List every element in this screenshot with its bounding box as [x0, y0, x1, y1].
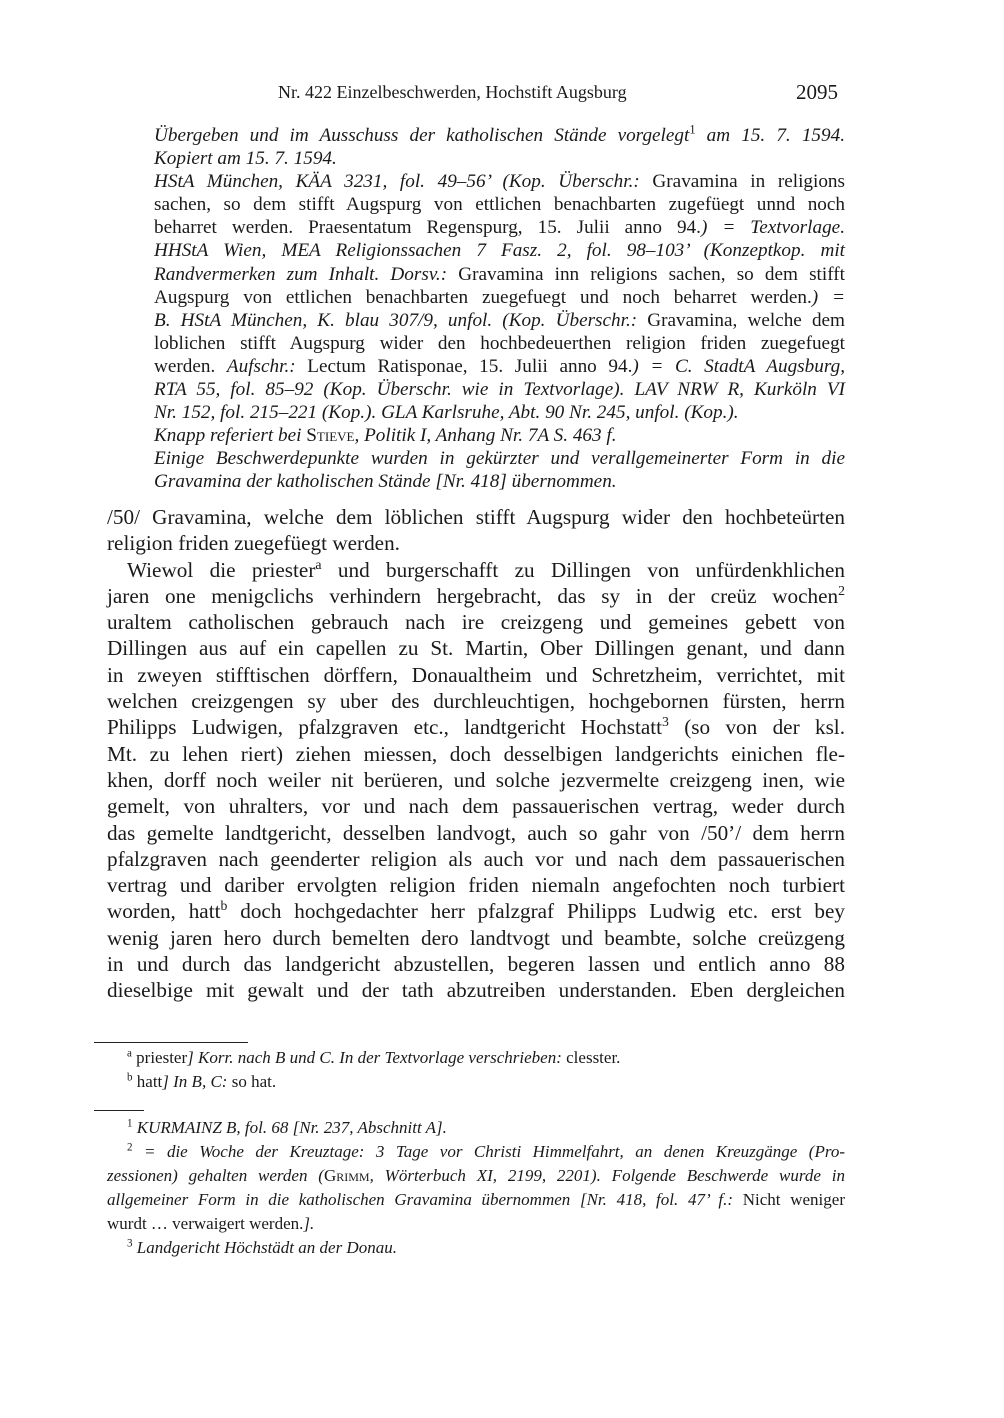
text-segment: , Politik I, Anhang Nr. 7A S. 463 f.: [354, 425, 617, 447]
text-line: [154, 124, 845, 147]
text-segment: Aufschr.:: [226, 355, 296, 377]
text-segment: Gravamina inn religions sachen, so dem stifft: [447, 263, 845, 285]
text-segment: Stieve: [306, 425, 355, 447]
text-segment: in zweyen stifftischen dörffern, Donaualtheim und Schretzheim, verrichtet, mit: [107, 662, 845, 687]
text-line: [154, 424, 845, 447]
text-line: [154, 355, 845, 378]
text-line: [154, 147, 845, 170]
text-line: [107, 767, 845, 793]
text-segment: Knapp referiert bei: [154, 425, 307, 447]
text-segment: wenig jaren hero durch bemelten dero landtvogt und beambte, solche creüzgeng: [107, 925, 845, 950]
text-segment: , Wörterbuch XI, 2199, 2201). Folgende Beschwerde wurde in: [369, 1166, 845, 1185]
text-segment: Mt. zu lehen riert) ziehen miessen, doch desselbigen landgerichts einichen fle-: [107, 741, 845, 766]
text-segment: Lectum Ratisponae, 15. Julii anno 94.: [295, 355, 633, 377]
text-segment: und burgerschafft zu Dillingen von unfürdenkhlichen: [321, 557, 845, 582]
text-line: [154, 216, 845, 239]
text-segment: religion friden zuegefüegt werden.: [107, 531, 400, 556]
text-line: [154, 286, 845, 309]
text-segment: Nr. 152, fol. 215–221 (Kop.). GLA Karlsruhe, Abt. 90 Nr. 245, unfol. (Kop.).: [154, 402, 739, 424]
text-line: [107, 714, 845, 740]
text-segment: Übergeben und im Ausschuss der katholischen Stände vorgelegt: [154, 125, 690, 146]
text-segment: ] Korr. nach B und C. In der Textvorlage verschrieben:: [187, 1048, 562, 1067]
text-line: [107, 951, 845, 977]
text-segment: clesster.: [561, 1048, 621, 1067]
note-marker: a: [315, 556, 322, 572]
footnote-divider: [94, 1042, 248, 1043]
text-segment: RTA 55, fol. 85–92 (Kop. Überschr. wie in Textvorlage). LAV NRW R, Kurköln VI: [154, 379, 845, 401]
text-line: [107, 793, 845, 819]
text-segment: Kopiert am 15. 7. 1594.: [154, 148, 337, 170]
text-segment: werden.: [154, 355, 227, 377]
text-line: [107, 557, 845, 583]
text-segment: Dillingen aus auf ein capellen zu St. Martin, Ober Dillingen genant, und dann: [107, 636, 845, 661]
text-segment: sachen, so dem stifft Augspurg von ettlichen benachbarten zugefüegt unnd noch: [154, 194, 845, 216]
text-segment: loblichen stifft Augspurg wider den hochbedeuerthen religion friden zuegefuegt: [154, 332, 845, 354]
text-line: [107, 530, 845, 556]
text-line: [154, 193, 845, 216]
main-text: [107, 504, 845, 1004]
text-line: [154, 309, 845, 332]
text-line: [107, 820, 845, 846]
text-segment: dieselbige mit gewalt und der tath abzutreiben understanden. Eben dergleichen: [107, 978, 845, 1003]
text-line: [107, 898, 845, 924]
note-marker: b: [220, 898, 228, 914]
note-marker: 1: [127, 1117, 133, 1130]
text-line: [107, 1236, 845, 1260]
text-line: [107, 872, 845, 898]
text-segment: Grimm: [323, 1166, 370, 1185]
text-line: [107, 688, 845, 714]
text-segment: Gravamina in religions: [639, 171, 845, 193]
text-segment: Gravamina, welche dem: [637, 309, 845, 331]
text-segment: pfalzgraven nach geenderter religion als auch vor und nach dem passauerischen: [107, 846, 845, 871]
text-segment: doch hochgedachter herr pfalzgraf Philipps Ludwig etc. erst bey: [227, 899, 845, 924]
text-line: [154, 170, 845, 193]
text-segment: Wiewol die priester: [127, 557, 316, 582]
text-segment: so hat.: [227, 1072, 277, 1091]
text-segment: ) = C. StadtA Augsburg,: [632, 355, 845, 377]
text-segment: am 15. 7. 1594.: [695, 125, 845, 146]
text-line: [107, 635, 845, 661]
note-marker: 3: [662, 714, 669, 730]
text-line: [154, 447, 845, 470]
text-segment: welchen creizgengen sy uber des durchleuchtigen, hochgebornen fürsten, herrn: [107, 689, 845, 714]
note-marker: 2: [127, 1141, 133, 1154]
editorial-introduction: [154, 124, 845, 494]
text-line: [107, 1070, 845, 1094]
text-line: [154, 470, 845, 493]
note-marker: a: [127, 1047, 132, 1060]
text-segment: vertrag und dariber ervolgten religion friden niemaln angefochten noch turbiert: [107, 873, 845, 898]
text-segment: ].: [303, 1214, 315, 1233]
text-segment: ] In B, C:: [162, 1072, 228, 1091]
note-marker: b: [127, 1071, 133, 1084]
text-segment: Augspurg von ettlichen benachbarten zuegefuegt und noch beharret werden.: [154, 286, 812, 308]
text-line: [154, 239, 845, 262]
text-segment: ) = Textvorlage.: [700, 217, 845, 239]
text-line: [107, 1046, 845, 1070]
text-line: [107, 1188, 845, 1212]
text-segment: khen, dorff noch weiler nit berüeren, und solche jezvermelte creizgeng inen, wie: [107, 767, 845, 792]
text-line: [154, 401, 845, 424]
text-segment: wurdt … verwaigert werden.: [107, 1214, 304, 1233]
text-segment: HStA München, KÄA 3231, fol. 49–56’ (Kop. Überschr.:: [154, 171, 640, 193]
text-segment: jaren one menigclichs verhindern hergebracht, das sy in der creüz wochen: [107, 583, 839, 608]
text-segment: hatt: [132, 1072, 163, 1091]
text-segment: B. HStA München, K. blau 307/9, unfol. (Kop. Überschr.:: [154, 309, 638, 331]
text-line: [154, 332, 845, 355]
text-segment: gemelt, von uhralters, vor und nach dem passauerischen vertrag, weder durch: [107, 794, 845, 819]
text-segment: Philipps Ludwigen, pfalzgraven etc., landtgericht Hochstatt: [107, 715, 663, 740]
running-header: [0, 80, 1004, 108]
text-line: [107, 1164, 845, 1188]
text-segment: HHStA Wien, MEA Religionssachen 7 Fasz. 2, fol. 98–103’ (Konzeptkop. mit: [154, 240, 845, 262]
text-segment: ) =: [811, 286, 846, 308]
text-segment: in und durch das landgericht abzustellen, begeren lassen und entlich anno 88: [107, 952, 845, 977]
note-marker: 3: [127, 1237, 133, 1250]
text-segment: das gemelte landtgericht, desselben landvogt, auch so gahr von /50’/ dem herrn: [107, 820, 845, 845]
text-segment: Gravamina der katholischen Stände [Nr. 418] übernommen.: [154, 471, 617, 493]
text-line: [154, 378, 845, 401]
text-line: [107, 609, 845, 635]
text-segment: zessionen) gehalten werden (: [107, 1166, 324, 1185]
note-marker: 1: [689, 122, 696, 137]
text-line: [107, 1140, 845, 1164]
text-segment: uraltem catholischen gebrauch nach ire creizgeng und gemeines gebett von: [107, 610, 845, 635]
text-segment: (so von der ksl.: [668, 715, 845, 740]
footnote-divider: [94, 1110, 144, 1111]
text-segment: = die Woche der Kreuztage: 3 Tage vor Christi Himmelfahrt, an denen Kreuzgänge (Pro-: [132, 1142, 845, 1161]
text-line: [107, 662, 845, 688]
explanatory-footnotes: [107, 1116, 845, 1260]
text-line: [107, 1116, 845, 1140]
text-segment: Einige Beschwerdepunkte wurden in gekürzter und verallgemeinerter Form in die: [154, 448, 845, 470]
text-segment: KURMAINZ B, fol. 68 [Nr. 237, Abschnitt A].: [132, 1118, 447, 1137]
text-segment: Randvermerken zum Inhalt. Dorsv.:: [154, 263, 448, 285]
page-number: 2095: [796, 80, 838, 104]
text-segment: worden, hatt: [107, 899, 221, 924]
note-marker: 2: [838, 582, 845, 598]
text-segment: Landgericht Höchstädt an der Donau.: [132, 1238, 397, 1257]
text-line: [107, 925, 845, 951]
text-line: [107, 741, 845, 767]
text-line: [154, 263, 845, 286]
text-segment: allgemeiner Form in die katholischen Gravamina übernommen [Nr. 418, fol. 47’ f.:: [107, 1190, 734, 1209]
text-segment: /50/ Gravamina, welche dem löblichen stifft Augspurg wider den hochbeteürten: [107, 505, 845, 529]
text-segment: beharret werden. Praesentatum Regenspurg, 15. Julii anno 94.: [154, 217, 701, 239]
text-line: [107, 846, 845, 872]
text-line: [107, 583, 845, 609]
text-segment: Nicht weniger: [733, 1190, 845, 1209]
text-line: [107, 504, 845, 530]
header-title: Nr. 422 Einzelbeschwerden, Hochstift Augsburg: [278, 82, 627, 102]
text-segment: priester: [131, 1048, 188, 1067]
text-line: [107, 1212, 845, 1236]
text-line: [107, 977, 845, 1003]
text-critical-notes: [107, 1046, 845, 1094]
